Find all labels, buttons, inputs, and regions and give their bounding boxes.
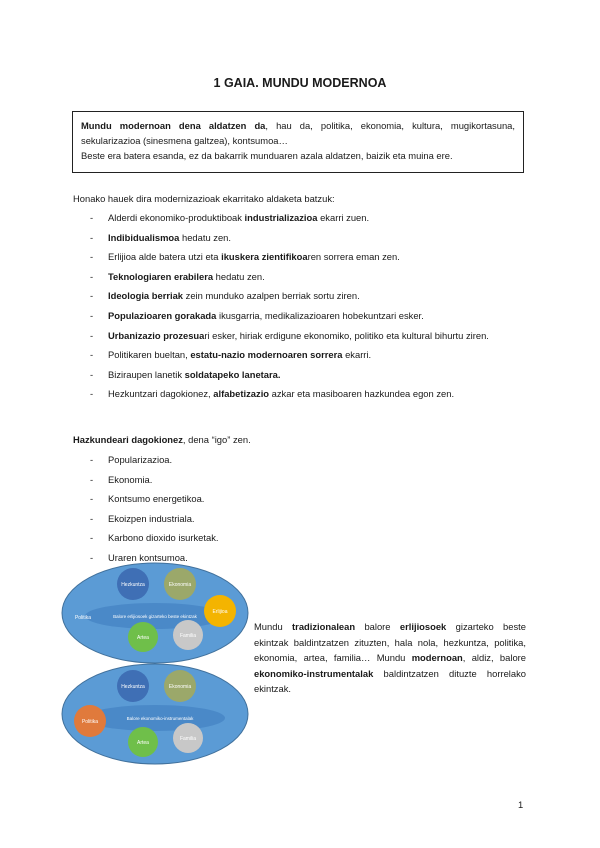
- list-item: - Hezkuntzari dagokionez, alfabetizazio azkar eta masiboaren hazkundea egon zen.: [90, 386, 540, 401]
- traditional-diagram: [62, 563, 248, 663]
- list-item: - Kontsumo energetikoa.: [90, 491, 540, 506]
- circle-label: Ekonomia: [168, 684, 192, 690]
- list-item: - Popularizazioa.: [90, 452, 540, 467]
- page-number: 1: [518, 799, 524, 810]
- list-item: - Biziraupen lanetik soldatapeko lanetara.: [90, 367, 540, 382]
- list-item: - Indibidualismoa hedatu zen.: [90, 230, 540, 245]
- changes-intro: Honako hauek dira modernizazioak ekarritako aldaketa batzuk:: [73, 193, 335, 204]
- circle-label: Hezkuntza: [121, 684, 145, 690]
- definition-bold: Mundu modernoan dena aldatzen da: [81, 120, 266, 131]
- list-item: - Karbono dioxido isurketak.: [90, 530, 540, 545]
- list-item: - Populazioaren gorakada ikusgarria, medikalizazioaren hobekuntzari esker.: [90, 308, 540, 323]
- circle-label: Artea: [137, 635, 149, 641]
- circle-label: Artea: [137, 740, 149, 746]
- circle-label: Familia: [179, 736, 197, 742]
- list-item: - Urbanizazio prozesuari esker, hiriak erdigune ekonomiko, politiko eta kultural bihurtu ziren.: [90, 328, 540, 343]
- comparison-paragraph: Mundu tradizionalean balore erlijiosoek gizarteko beste ekintzak baldintzatzen zituzten, hala nola, hezkuntza, politika, ekonomia, artea, familia… Mundu modernoan, aldiz, balore ekonomiko-instrumentalak baldintzatzen dituzte horrelako ekintzak.: [254, 621, 526, 694]
- definition-rest: , hau da, politika, ekonomia, kultura, mugikortasuna, sekularizazioa (sinesmena galtzea), kontsumoa…: [81, 120, 515, 146]
- list-item: - Ideologia berriak zein munduko azalpen berriak sortu ziren.: [90, 288, 540, 303]
- definition-line-1: [81, 118, 515, 148]
- list-item: - Teknologiaren erabilera hedatu zen.: [90, 269, 540, 284]
- circle-label: Politika: [74, 615, 92, 621]
- center-label: Balore ekonomiko-instrumentalak: [126, 716, 194, 721]
- center-label: Balore erlijiosoek gizarteko beste ekintzak: [113, 614, 197, 619]
- growth-heading: Hazkundeari dagokionez, dena “igo” zen.: [73, 434, 251, 445]
- list-item: - Erlijioa alde batera utzi eta ikuskera zientifikoaren sorrera eman zen.: [90, 249, 540, 264]
- definition-box: [72, 111, 524, 173]
- list-item: - Politikaren bueltan, estatu-nazio modernoaren sorrera ekarri.: [90, 347, 540, 362]
- circle-label: Ekonomia: [168, 582, 192, 588]
- circle-label: Politika: [81, 719, 99, 725]
- values-diagram: [60, 560, 250, 770]
- growth-list: [90, 452, 540, 570]
- changes-list: [90, 210, 540, 406]
- modern-diagram: [62, 664, 248, 764]
- list-item: - Uraren kontsumoa.: [90, 550, 540, 565]
- definition-line-2: Beste era batera esanda, ez da bakarrik munduaren azala aldatzen, baizik eta muina ere.: [81, 150, 453, 161]
- circle-label: Hezkuntza: [121, 582, 145, 588]
- list-item: - Ekoizpen industriala.: [90, 511, 540, 526]
- list-item: - Alderdi ekonomiko-produktiboak industrializazioa ekarri zuen.: [90, 210, 540, 225]
- circle-label: Familia: [179, 633, 197, 639]
- list-item: - Ekonomia.: [90, 472, 540, 487]
- page-title: 1 GAIA. MUNDU MODERNOA: [213, 76, 387, 90]
- circle-label: Erlijioa: [212, 609, 228, 615]
